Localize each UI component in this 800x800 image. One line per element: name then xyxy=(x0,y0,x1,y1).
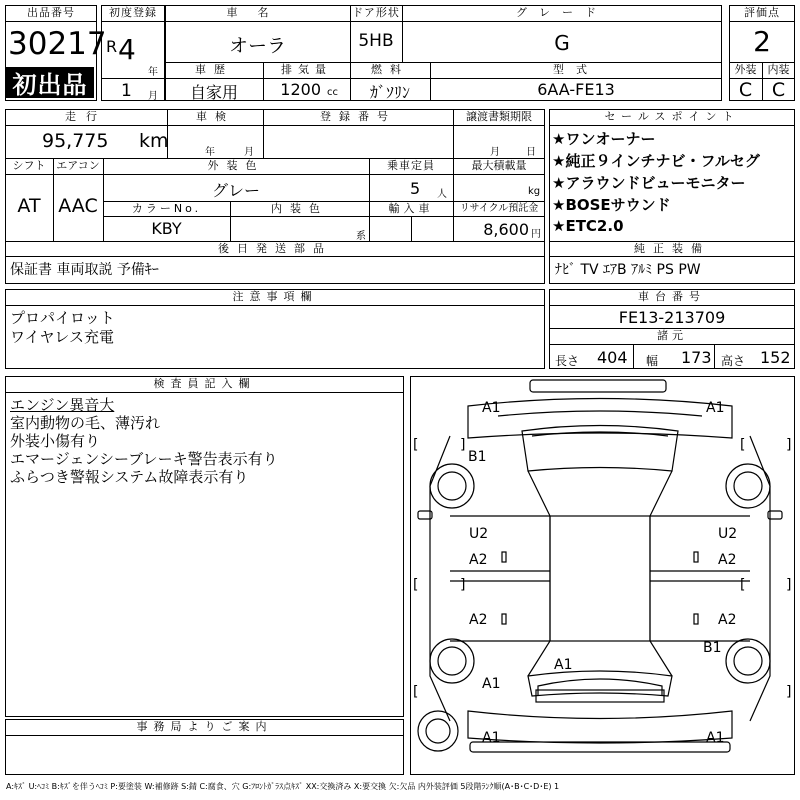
inspection-month-unit: 月 xyxy=(244,147,254,158)
damage-mark: A2 xyxy=(718,552,737,568)
height-value: 152 xyxy=(760,348,791,367)
sales-point-4: ★BOSEサウンド xyxy=(552,196,671,214)
sales-points-label: セールスポイント xyxy=(604,110,740,123)
registration-label: 登録番号 xyxy=(320,110,396,123)
score-value: 2 xyxy=(753,25,771,58)
score-label: 評価点 xyxy=(744,6,780,19)
damage-mark: U2 xyxy=(718,526,738,542)
interior-color-unit: 系 xyxy=(356,231,366,242)
inspector-line-5: ふらつき警報システム故障表示有り xyxy=(10,468,249,486)
damage-mark: B1 xyxy=(468,449,487,465)
width-value: 173 xyxy=(681,348,712,367)
equipment-label: 純正装備 xyxy=(634,242,710,255)
damage-mark: A1 xyxy=(482,400,501,416)
chassis-number: FE13-213709 xyxy=(618,308,726,327)
transfer-label: 譲渡書類期限 xyxy=(466,110,532,123)
ac-label: エアコン xyxy=(56,159,100,172)
history-label: 車歴 xyxy=(195,63,233,76)
recycle-unit: 円 xyxy=(531,229,541,240)
mileage-unit: km xyxy=(139,130,169,152)
note-line-1: プロパイロット xyxy=(10,309,115,327)
inspector-line-4: エマージェンシーブレーキ警告表示有り xyxy=(10,450,278,468)
ac-value: AAC xyxy=(58,195,98,217)
inspection-year-unit: 年 xyxy=(205,147,215,158)
exterior-rank: C xyxy=(738,79,753,101)
notes-label: 注意事項欄 xyxy=(232,290,318,303)
bracket-mark: [ xyxy=(413,437,419,453)
sales-point-2: ★純正９インチナビ・フルセグ xyxy=(552,152,760,170)
later-parts-label: 後日発送部品 xyxy=(218,242,332,255)
capacity-value: 5 xyxy=(410,179,421,198)
damage-mark: A1 xyxy=(482,676,501,692)
office-label: 事務局よりご案内 xyxy=(136,720,273,733)
mileage-value: 95,775 xyxy=(42,130,109,152)
displacement-label: 排気量 xyxy=(281,63,332,76)
import-label: 輸入車 xyxy=(388,202,434,215)
height-label: 高さ xyxy=(721,354,746,368)
bracket-mark: [ xyxy=(740,577,746,593)
bracket-mark: ] xyxy=(786,437,792,453)
chassis-label: 車台番号 xyxy=(638,290,706,303)
inspector-label: 検査員記入欄 xyxy=(153,377,256,390)
transfer-day-unit: 日 xyxy=(526,147,536,158)
color-value: グレー xyxy=(211,181,260,200)
bracket-mark: ] xyxy=(786,577,792,593)
displacement-value: 1200 xyxy=(280,80,321,99)
damage-mark: A1 xyxy=(482,730,501,746)
car-name-label: 車名 xyxy=(226,6,289,19)
damage-mark: U2 xyxy=(469,526,489,542)
shift-value: AT xyxy=(17,195,41,217)
damage-mark: A2 xyxy=(469,552,488,568)
month-value: 1 xyxy=(121,81,132,101)
bracket-mark: ] xyxy=(460,437,466,453)
capacity-label: 乗車定員 xyxy=(387,159,435,172)
grade-label: グレード xyxy=(516,6,608,19)
damage-mark: A2 xyxy=(469,612,488,628)
bracket-mark: [ xyxy=(413,577,419,593)
interior-rank: C xyxy=(771,79,786,101)
sales-point-1: ★ワンオーナー xyxy=(552,130,656,148)
grade-value: G xyxy=(554,31,570,55)
model-value: 6AA-FE13 xyxy=(537,80,615,99)
first-listing-text: 初出品 xyxy=(12,71,88,99)
year-unit: 年 xyxy=(148,67,158,78)
shift-label: シフト xyxy=(12,159,46,172)
model-label: 型式 xyxy=(553,63,599,76)
length-value: 404 xyxy=(597,348,628,367)
damage-mark: A1 xyxy=(554,657,573,673)
history-value: 自家用 xyxy=(189,83,238,102)
load-label: 最大積載量 xyxy=(471,159,527,172)
bracket-mark: [ xyxy=(740,437,746,453)
sales-point-5: ★ETC2.0 xyxy=(552,217,624,235)
recycle-label: リサイクル預託金 xyxy=(459,203,539,214)
dims-label: 諸元 xyxy=(657,329,687,342)
displacement-unit: cc xyxy=(327,87,338,98)
interior-color-label: 内装色 xyxy=(271,202,328,215)
bracket-mark: [ xyxy=(413,684,419,700)
width-label: 幅 xyxy=(646,354,659,368)
color-no-value: KBY xyxy=(151,219,182,238)
color-no-label: カラーNo. xyxy=(131,202,202,215)
inspector-line-2: 室内動物の毛、薄汚れ xyxy=(10,414,161,432)
later-parts-text: 保証書 車両取説 予備ｷｰ xyxy=(10,262,159,278)
inspector-line-1: エンジン異音大 xyxy=(10,396,115,414)
door-label: ドア形状 xyxy=(352,6,400,19)
year-value: 4 xyxy=(118,33,136,66)
mileage-label: 走行 xyxy=(65,110,107,123)
first-listing-badge xyxy=(6,67,94,98)
recycle-value: 8,600 xyxy=(483,220,529,239)
exterior-label: 外装 xyxy=(734,63,757,76)
damage-mark: B1 xyxy=(703,640,722,656)
car-name: オーラ xyxy=(228,35,286,57)
load-unit: kg xyxy=(528,186,541,197)
color-label: 外装色 xyxy=(207,159,265,172)
transfer-month-unit: 月 xyxy=(490,147,500,158)
fuel-value: ｶﾞｿﾘﾝ xyxy=(369,83,410,102)
first-reg-label: 初度登録 xyxy=(109,6,157,19)
era-value: R xyxy=(106,37,118,56)
equipment-text: ﾅﾋﾞ TV ｴｱB ｱﾙﾐ PS PW xyxy=(555,262,701,278)
month-unit: 月 xyxy=(148,91,158,102)
car-diagram-drawing xyxy=(410,376,795,775)
lot-number: 30217 xyxy=(8,26,107,62)
lot-number-label: 出品番号 xyxy=(27,6,75,19)
fuel-label: 燃料 xyxy=(371,63,409,76)
damage-mark: A1 xyxy=(706,400,725,416)
interior-label: 内装 xyxy=(767,63,790,76)
length-label: 長さ xyxy=(555,354,580,368)
note-line-2: ワイヤレス充電 xyxy=(10,328,114,346)
inspector-line-3: 外装小傷有り xyxy=(10,432,101,450)
bracket-mark: ] xyxy=(786,684,792,700)
damage-mark: A1 xyxy=(706,730,725,746)
capacity-unit: 人 xyxy=(437,189,447,200)
bracket-mark: ] xyxy=(460,577,466,593)
damage-mark: A2 xyxy=(718,612,737,628)
inspection-label: 車検 xyxy=(196,110,234,123)
legend-text: A:ｷｽﾞ U:ﾍｺﾐ B:ｷｽﾞを伴うﾍｺﾐ P:要塗装 W:補修跡 S:錆 C:腐食、穴 G:ﾌﾛﾝﾄｶﾞﾗｽ点ｷｽﾞ XX:交換済み X:要交換 欠:欠品 内外装評価 5段階ﾗﾝｸ順(A･B･C･D･E) 1 xyxy=(6,782,560,791)
sales-point-3: ★アラウンドビューモニター xyxy=(552,174,746,192)
door-value: 5HB xyxy=(358,31,394,51)
